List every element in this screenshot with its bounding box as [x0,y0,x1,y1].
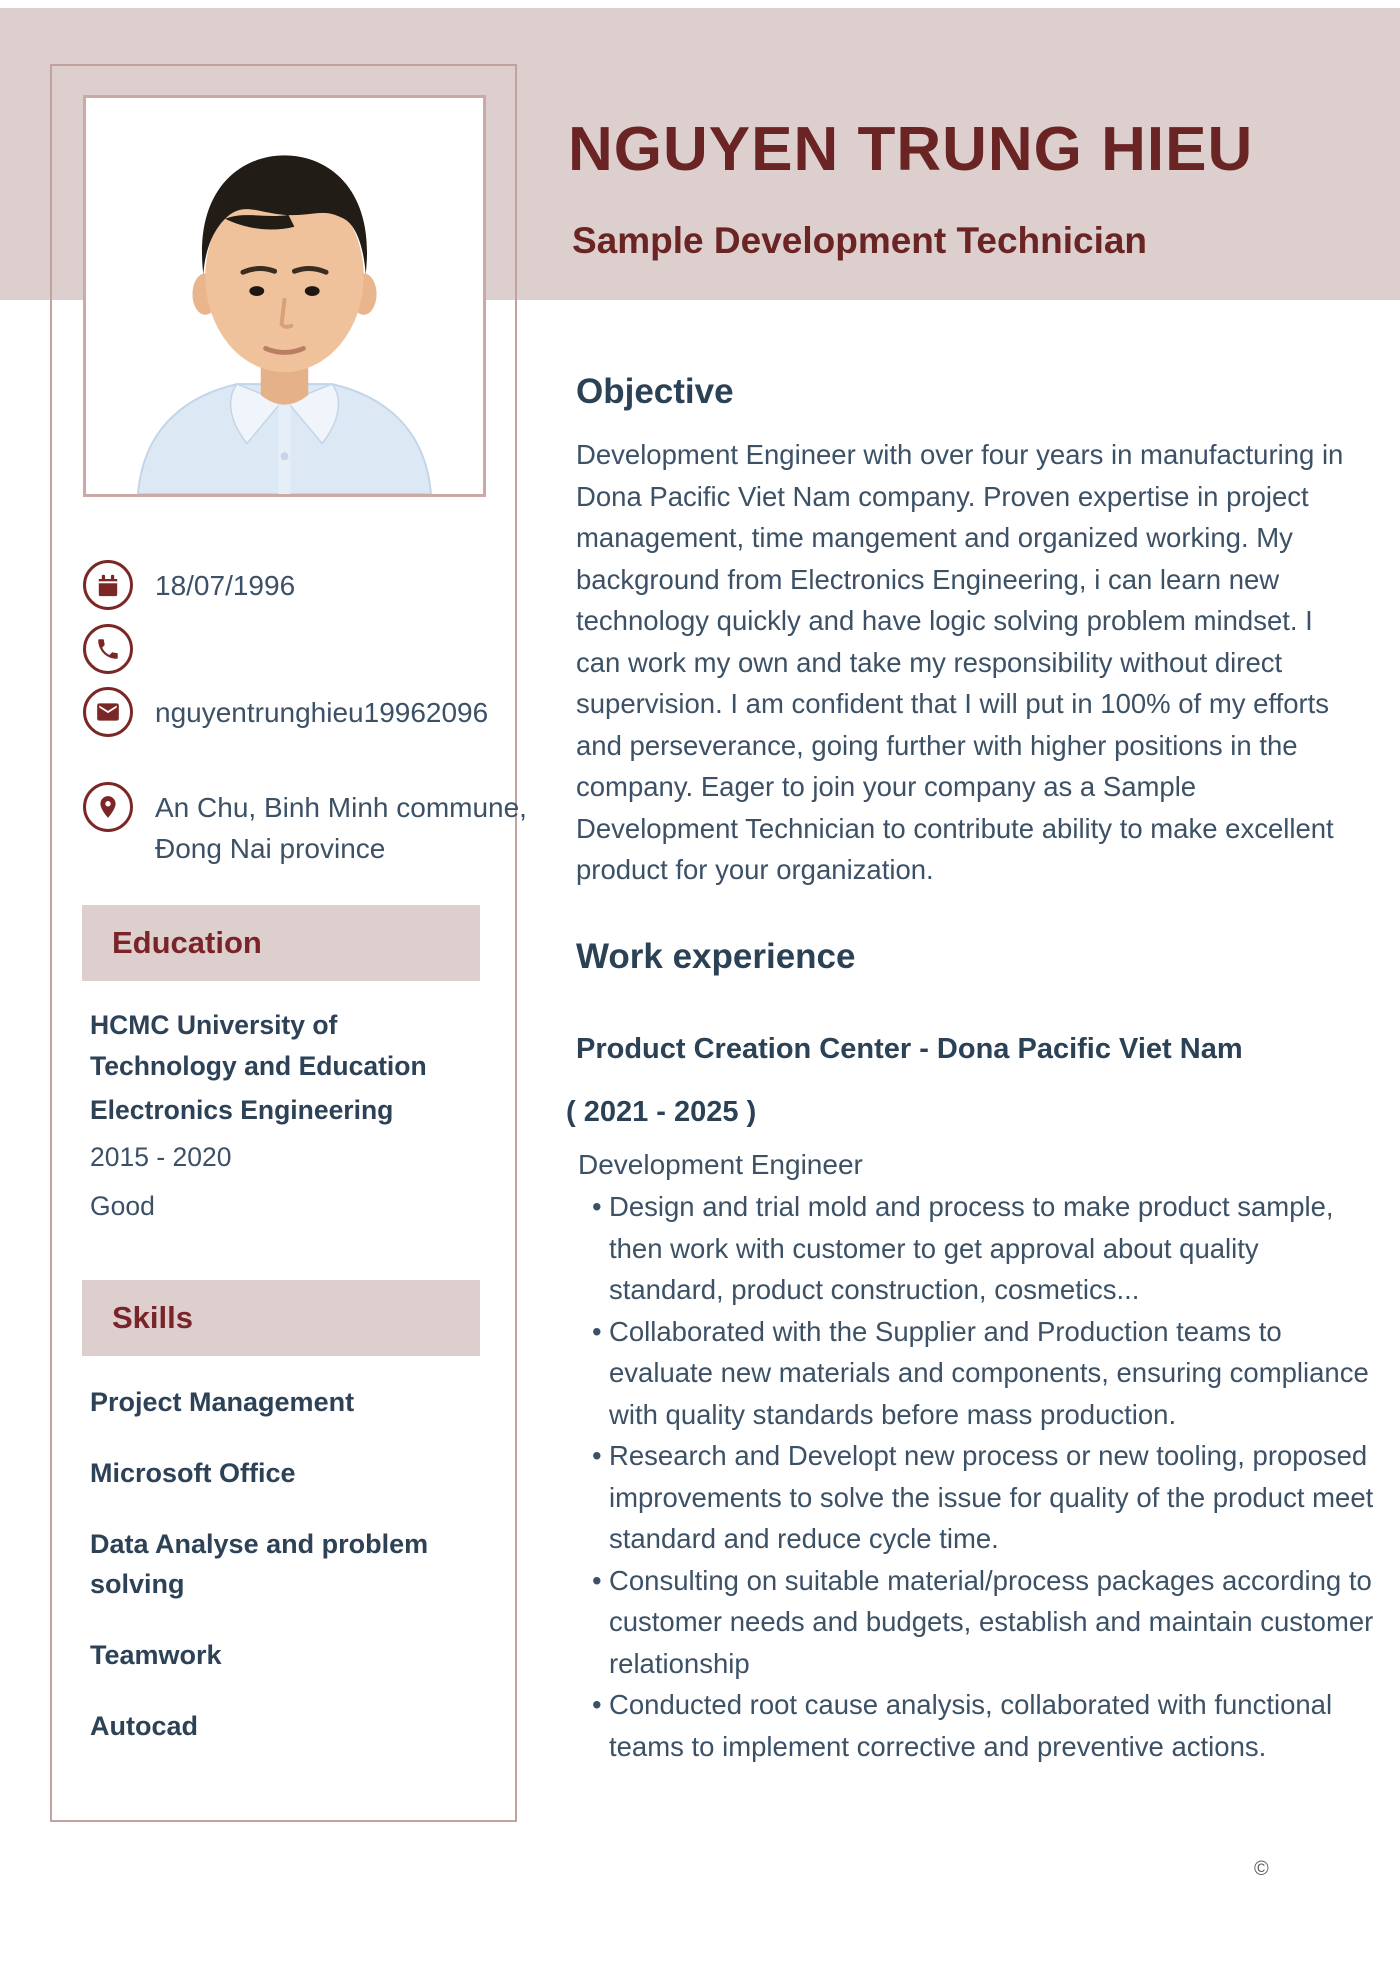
education-major: Electronics Engineering [90,1095,394,1125]
work-experience-company: Product Creation Center - Dona Pacific Viet Nam [576,1033,1243,1065]
envelope-icon [83,687,133,737]
skill-item: Project Management [90,1387,355,1417]
contact-row-address [83,782,527,869]
experience-bullet: • Conducted root cause analysis, collaborated with functional teams to implement corrective and preventive actions. [592,1684,1374,1767]
skills-heading: Skills [112,1300,193,1335]
contact-row-email [83,687,488,737]
work-experience-heading: Work experience [576,937,856,976]
job-title: Sample Development Technician [572,220,1148,261]
calendar-icon [83,560,133,610]
objective-heading: Objective [576,372,734,411]
skill-item: Autocad [90,1711,198,1741]
copyright-icon: © [1254,1858,1269,1880]
work-experience-bullets [592,1186,1374,1767]
skill-item: Microsoft Office [90,1458,296,1488]
portrait-illustration [86,98,483,494]
education-grade: Good [90,1191,155,1221]
address-value [155,782,527,869]
experience-bullet: • Research and Developt new process or new tooling, proposed improvements to solve the issue for quality of the product meet standard and reduce cycle time. [592,1435,1374,1560]
education-section-header [82,905,480,981]
skills-list [90,1382,450,1777]
skill-item: Teamwork [90,1640,222,1670]
experience-bullet: • Design and trial mold and process to make product sample, then work with customer to get approval about quality standard, product construction, cosmetics... [592,1186,1374,1311]
profile-photo [83,95,486,497]
education-period: 2015 - 2020 [90,1142,232,1172]
location-pin-icon [83,782,133,832]
address-line-1: An Chu, Binh Minh commune, [155,792,527,823]
contact-row-birthdate [83,560,295,610]
skill-item: Data Analyse and problem solving [90,1529,429,1599]
work-experience-period: ( 2021 - 2025 ) [566,1096,757,1128]
education-heading: Education [112,925,262,960]
education-block [90,1005,482,1222]
experience-bullet: • Collaborated with the Supplier and Production teams to evaluate new materials and components, ensuring compliance with quality standards before mass production. [592,1311,1374,1436]
email-value: nguyentrunghieu19962096 [155,696,489,728]
phone-icon [83,624,133,674]
education-school: HCMC University of Technology and Education [90,1010,427,1081]
address-line-2: Đong Nai province [155,833,386,864]
experience-bullet: • Consulting on suitable material/process packages according to customer needs and budgets, establish and maintain customer relationship [592,1560,1374,1685]
objective-text: Development Engineer with over four years in manufacturing in Dona Pacific Viet Nam company. Proven expertise in project management, time mangement and organized working. My background from Electronics Engineering, i can learn new technology quickly and have logic solving problem mindset. I can work my own and take my responsibility without direct supervision. I am confident that I will put in 100% of my efforts and perseverance, going further with higher positions in the company. Eager to join your company as a Sample Development Technician to contribute ability to make excellent product for your organization. [576,439,1344,885]
contact-row-phone [83,624,155,674]
skills-section-header [82,1280,480,1356]
work-experience-role: Development Engineer [578,1149,863,1180]
birthdate-value: 18/07/1996 [155,569,296,601]
person-name: NGUYEN TRUNG HIEU [568,115,1254,184]
